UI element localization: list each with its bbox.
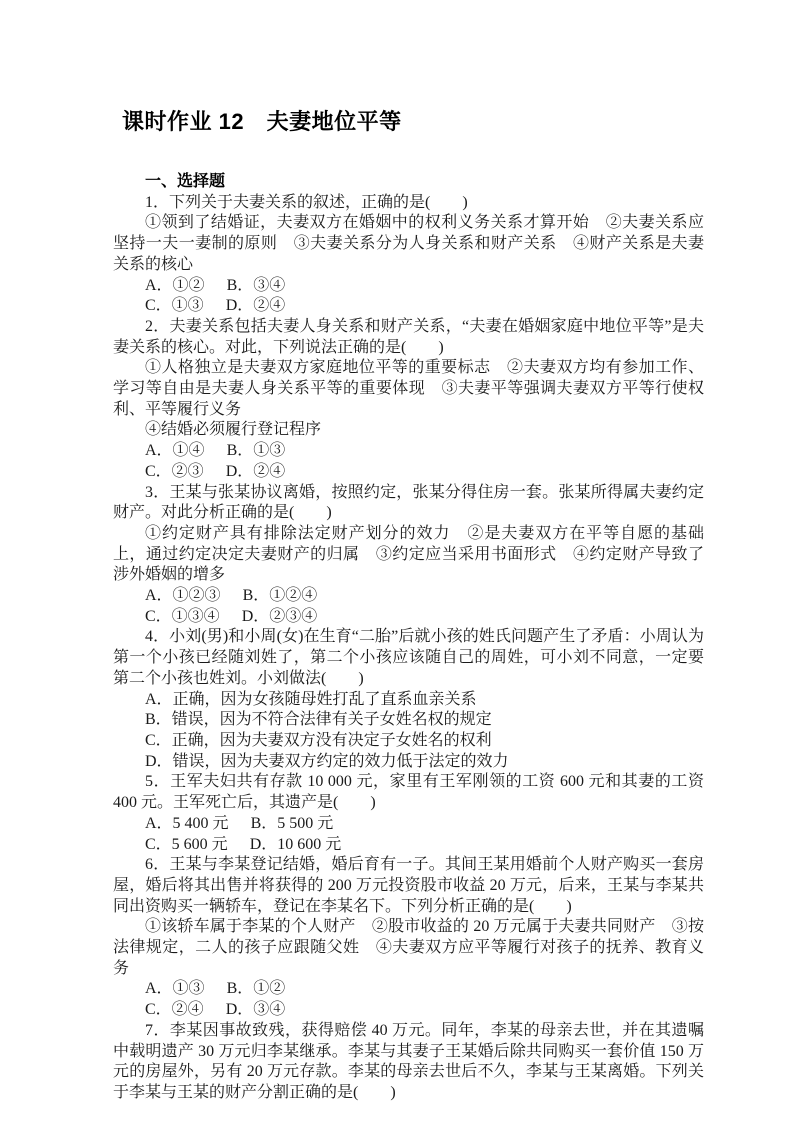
option-row: [113, 752, 704, 773]
question-stem: 3．王某与张某协议离婚，按照约定，张某分得住房一套。张某所得属夫妻约定财产。对此分析正确的是( ): [113, 483, 704, 522]
option-row: [113, 731, 704, 752]
option-a: A．5 400 元: [145, 814, 229, 832]
question-stem: 7．李某因事故致残，获得赔偿 40 万元。同年，李某的母亲去世，并在其遗嘱中载明遗产 30 万元归李某继承。李某与其妻子王某婚后除共同购买一套价值 150 万元的房屋外，另有 20 万元存款。李某的母亲去世后不久，李某与王某离婚。下列关于李某与王某的财产分割正确的是( ): [113, 1021, 704, 1101]
option-row: [113, 586, 704, 607]
question-6: [113, 855, 704, 1021]
option-row: [113, 296, 704, 317]
option-c: C．①③④: [145, 607, 220, 625]
option-d: D．10 600 元: [249, 835, 342, 853]
option-row: [113, 690, 704, 711]
option-row: [113, 710, 704, 731]
option-c: C．①③: [145, 297, 204, 315]
question-2: [113, 317, 704, 483]
page-title: 课时作业 12 夫妻地位平等: [122, 109, 402, 134]
option-c: C．5 600 元: [145, 835, 228, 853]
question-stem: 5．王军夫妇共有存款 10 000 元，家里有王军刚领的工资 600 元和其妻的工资 400 元。王军死亡后，其遗产是( ): [113, 773, 704, 812]
question-5: [113, 772, 704, 855]
question-1: [113, 193, 704, 317]
option-a: A．①②③: [145, 587, 221, 605]
section-heading: 一、选择题: [145, 173, 226, 190]
question-3: [113, 483, 704, 628]
option-row: [113, 1000, 704, 1021]
question-stem: 6．王某与李某登记结婚，婚后育有一子。其间王某用婚前个人财产购买一套房屋，婚后将其出售并将获得的 200 万元投资股市收益 20 万元，后来，王某与李某共同出资购买一辆轿车，登记在李某名下。下列分析正确的是( ): [113, 856, 704, 915]
question-stem: 4．小刘(男)和小周(女)在生育“二胎”后就小孩的姓氏问题产生了矛盾：小周认为第一个小孩已经随刘姓了，第二个小孩应该随自己的周姓，可小刘不同意，一定要第二个小孩也姓刘。小刘做法( ): [113, 628, 704, 687]
question-items: ①该轿车属于李某的个人财产 ②股市收益的 20 万元属于夫妻共同财产 ③按法律规定，二人的孩子应跟随父姓 ④夫妻双方应平等履行对孩子的抚养、教育义务: [113, 918, 704, 977]
option-row: [113, 607, 704, 628]
option-row: [113, 979, 704, 1000]
option-a: A．正确，因为女孩随母姓打乱了直系血亲关系: [145, 690, 477, 708]
option-d: D．②③④: [241, 607, 318, 625]
option-c: C．②③: [145, 462, 204, 480]
option-b: B．①②④: [242, 587, 318, 605]
option-d: D．②④: [225, 297, 286, 315]
option-b: B．①③: [226, 442, 286, 460]
option-b: B．5 500 元: [250, 814, 334, 832]
question-items: ①领到了结婚证，夫妻双方在婚姻中的权利义务关系才算开始 ②夫妻关系应坚持一夫一妻制的原则 ③夫妻关系分为人身关系和财产关系 ④财产关系是夫妻关系的核心: [113, 214, 704, 273]
option-row: [113, 835, 704, 856]
option-b: B．③④: [226, 276, 286, 294]
question-items: ①人格独立是夫妻双方家庭地位平等的重要标志 ②夫妻双方均有参加工作、学习等自由是夫妻人身关系平等的重要体现 ③夫妻平等强调夫妻双方平等行使权利、平等履行义务: [113, 359, 704, 418]
option-row: [113, 814, 704, 835]
option-c: C．正确，因为夫妻双方没有决定子女姓名的权利: [145, 731, 492, 749]
question-7: [113, 1021, 704, 1104]
question-items: ①约定财产具有排除法定财产划分的效力 ②是夫妻双方在平等自愿的基础上，通过约定决定夫妻财产的归属 ③约定应当采用书面形式 ④约定财产导致了涉外婚姻的增多: [113, 524, 704, 584]
question-stem: 2．夫妻关系包括夫妻人身关系和财产关系，“夫妻在婚姻家庭中地位平等”是夫妻关系的核心。对此，下列说法正确的是( ): [113, 317, 704, 356]
option-b: B．错误，因为不符合法律有关子女姓名权的规定: [145, 711, 492, 729]
option-row: [113, 441, 704, 462]
option-c: C．②④: [145, 1001, 204, 1019]
option-d: D．错误，因为夫妻双方约定的效力低于法定的效力: [145, 752, 509, 770]
option-d: D．③④: [225, 1001, 286, 1019]
option-d: D．②④: [225, 462, 286, 480]
option-row: [113, 462, 704, 483]
option-a: A．①③: [145, 980, 205, 998]
option-row: [113, 276, 704, 297]
worksheet-body: [113, 172, 704, 1104]
option-b: B．①②: [226, 980, 286, 998]
question-items: ④结婚必须履行登记程序: [145, 421, 322, 439]
option-a: A．①④: [145, 442, 205, 460]
option-a: A．①②: [145, 276, 205, 294]
question-stem: 1．下列关于夫妻关系的叙述，正确的是( ): [145, 193, 468, 211]
question-4: [113, 627, 704, 772]
